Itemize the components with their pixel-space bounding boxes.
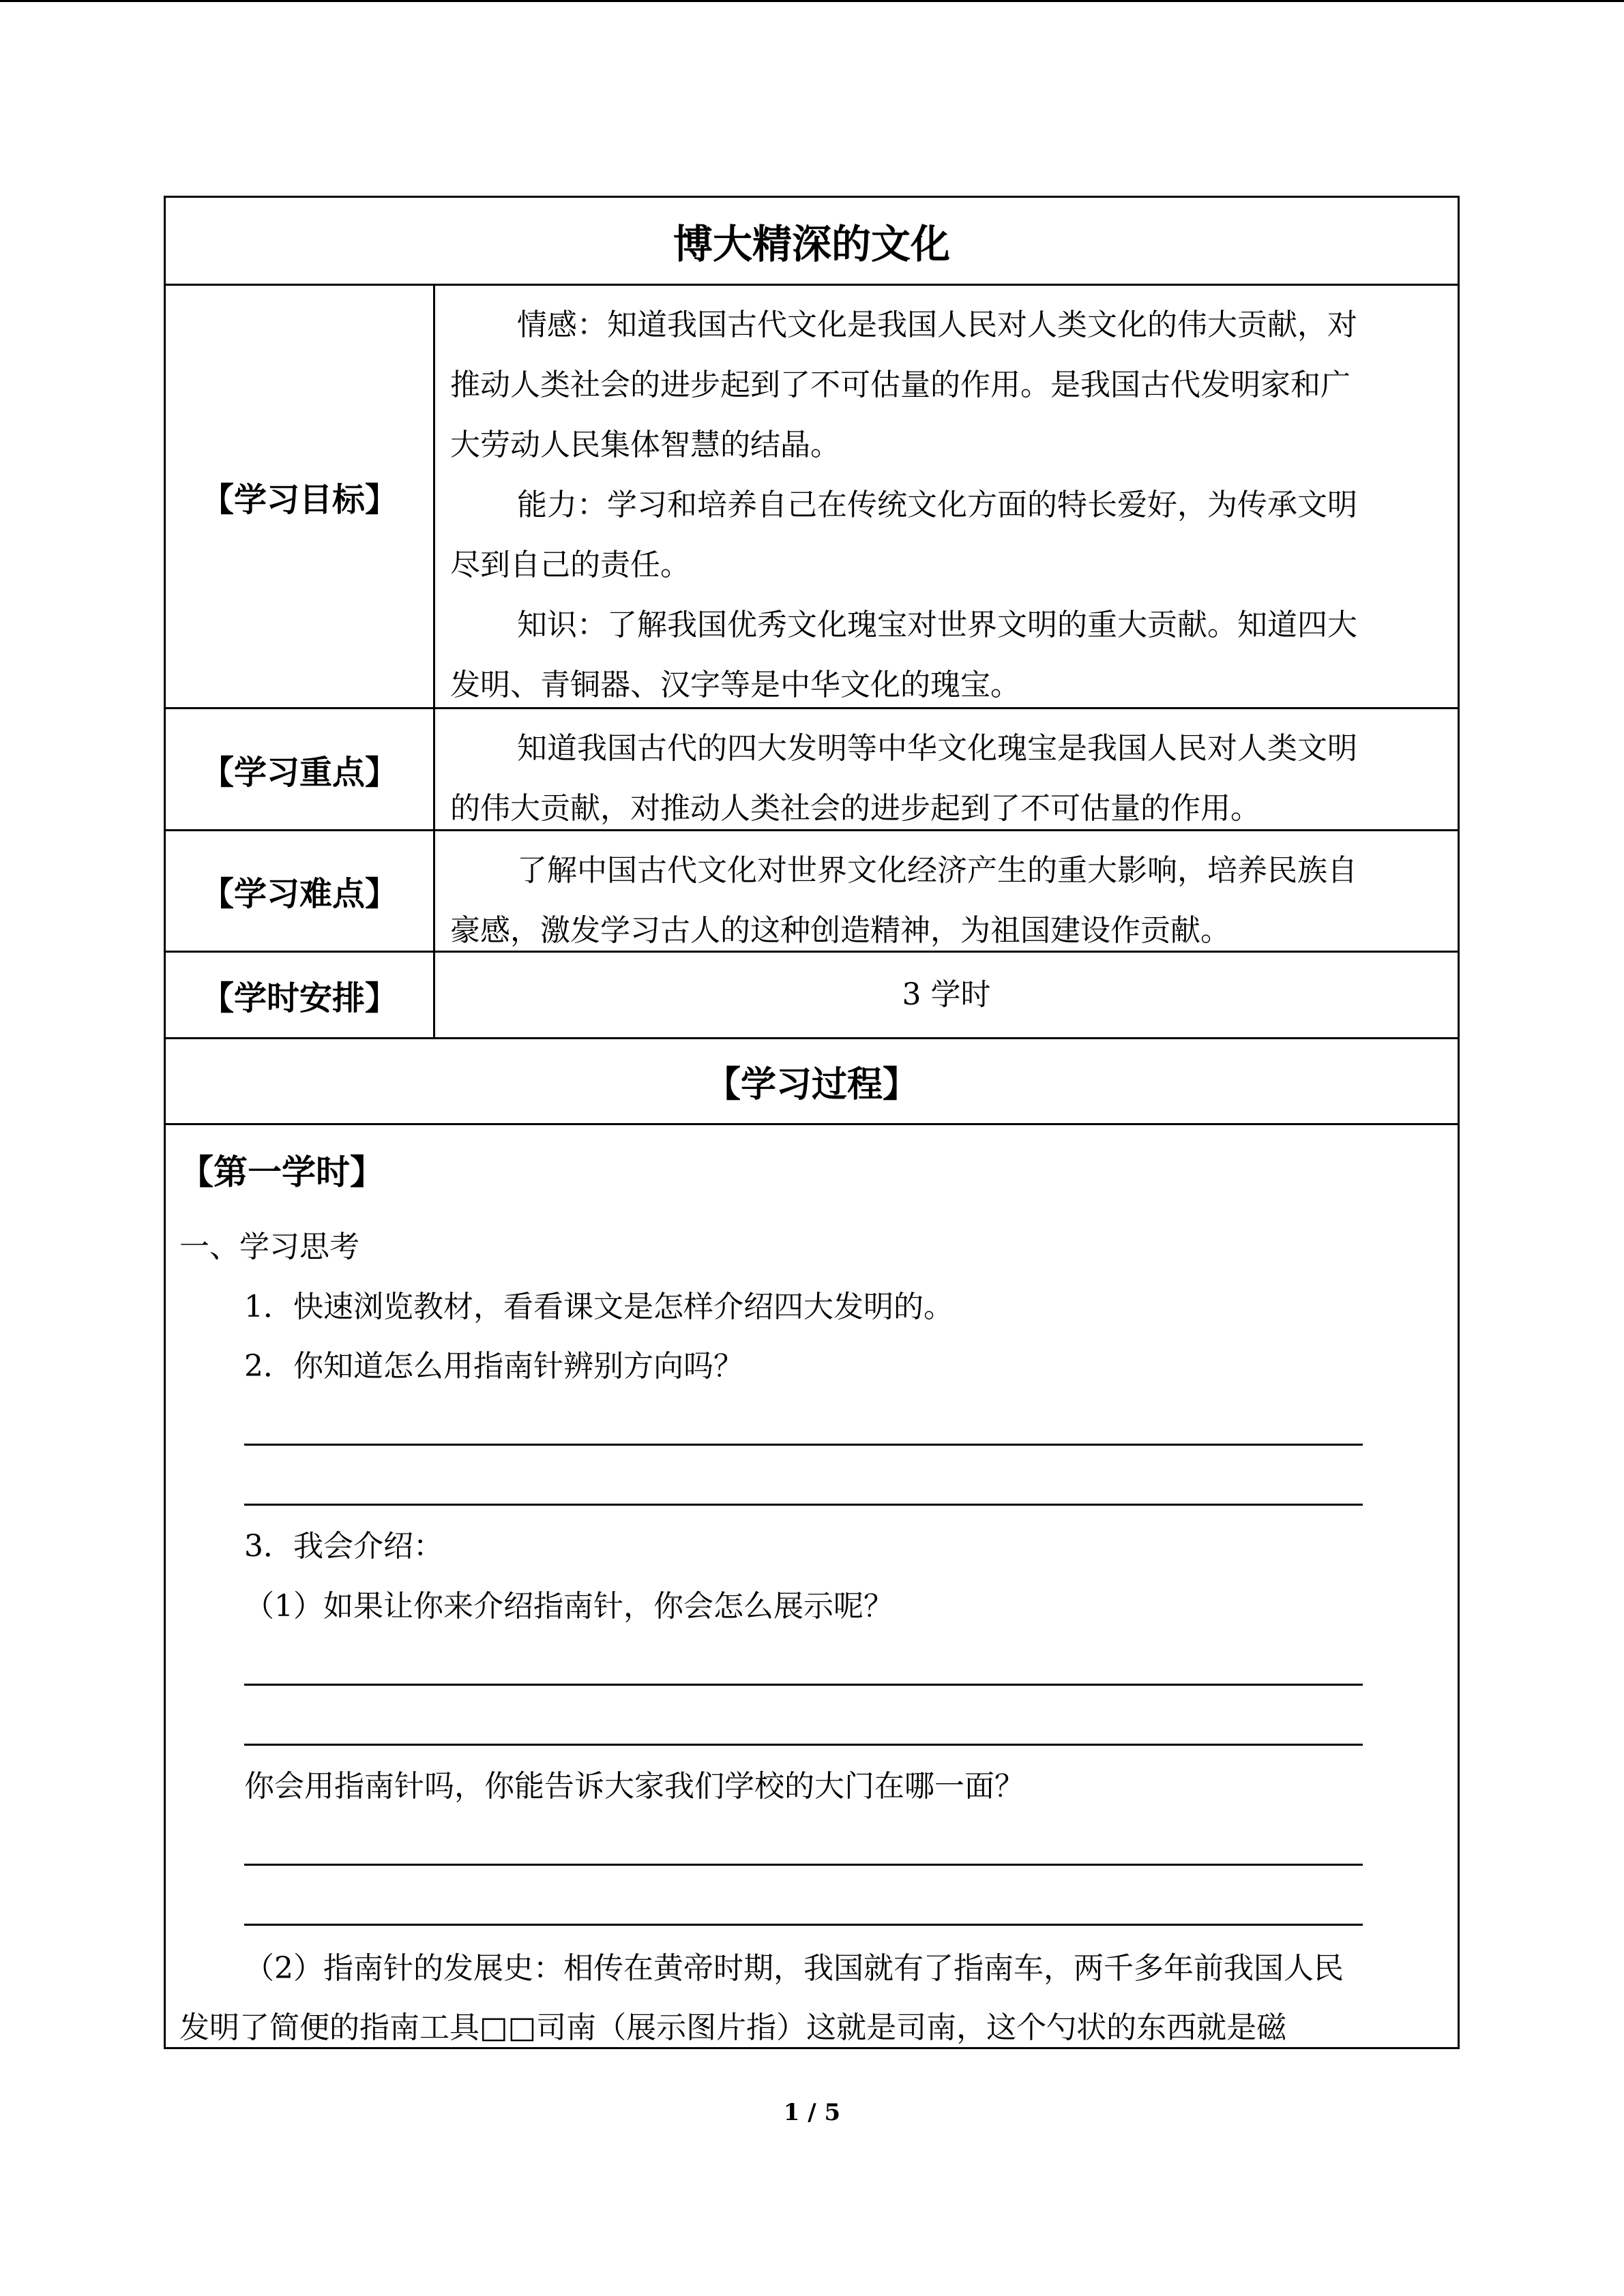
question-subitem: （1）如果让你来介绍指南针，你会怎么展示呢？ (244, 1589, 894, 1624)
objectives-line: 知识：了解我国优秀文化瑰宝对世界文明的重大贡献。知道四大 (517, 608, 1357, 642)
difficulties-label: 【学习难点】 (166, 831, 435, 951)
objectives-line: 大劳动人民集体智慧的结晶。 (450, 428, 840, 462)
answer-line[interactable] (244, 1924, 1363, 1926)
question-subitem: 你会用指南针吗，你能告诉大家我们学校的大门在哪一面？ (244, 1769, 1024, 1804)
key-points-content (435, 709, 1458, 829)
key-points-line: 的伟大贡献，对推动人类社会的进步起到了不可估量的作用。 (450, 791, 1260, 826)
paragraph-line: 发明了简便的指南工具□□司南（展示图片指）这就是司南，这个勺状的东西就是磁 (179, 2010, 1287, 2045)
key-points-label: 【学习重点】 (166, 709, 435, 829)
difficulties-line: 了解中国古代文化对世界文化经济产生的重大影响，培养民族自 (517, 853, 1357, 888)
schedule-label: 【学时安排】 (166, 953, 435, 1037)
difficulties-row (166, 831, 1458, 953)
objectives-label: 【学习目标】 (166, 286, 435, 707)
first-period-heading: 【第一学时】 (179, 1152, 384, 1192)
question-item: 2．你知道怎么用指南针辨别方向吗？ (244, 1349, 743, 1384)
paragraph-line: （2）指南针的发展史：相传在黄帝时期，我国就有了指南车，两千多年前我国人民 (244, 1951, 1344, 1986)
lesson-plan-table (164, 196, 1460, 2049)
first-period-section (166, 1123, 1458, 2047)
difficulties-content (435, 831, 1458, 951)
question-item: 1．快速浏览教材，看看课文是怎样介绍四大发明的。 (244, 1289, 954, 1324)
answer-line[interactable] (244, 1444, 1363, 1446)
key-points-row (166, 709, 1458, 831)
objectives-row (166, 286, 1458, 709)
schedule-row (166, 953, 1458, 1039)
question-item: 3．我会介绍： (244, 1529, 443, 1564)
difficulties-line: 豪感，激发学习古人的这种创造精神，为祖国建设作贡献。 (450, 913, 1230, 948)
objectives-line: 尽到自己的责任。 (450, 548, 690, 582)
objectives-line: 情感：知道我国古代文化是我国人民对人类文化的伟大贡献，对 (517, 308, 1357, 342)
document-title: 博大精深的文化 (166, 198, 1458, 286)
answer-line[interactable] (244, 1684, 1363, 1686)
schedule-value: 3 学时 (902, 977, 991, 1012)
objectives-line: 推动人类社会的进步起到了不可估量的作用。是我国古代发明家和广 (450, 368, 1350, 402)
objectives-line: 能力：学习和培养自己在传统文化方面的特长爱好，为传承文明 (517, 488, 1357, 522)
top-border-rule (0, 0, 1624, 2)
objectives-content (435, 286, 1458, 707)
answer-line[interactable] (244, 1864, 1363, 1866)
objectives-line: 发明、青铜器、汉字等是中华文化的瑰宝。 (450, 668, 1020, 702)
section-one-heading: 一、学习思考 (179, 1229, 359, 1264)
answer-line[interactable] (244, 1504, 1363, 1506)
key-points-line: 知道我国古代的四大发明等中华文化瑰宝是我国人民对人类文明 (517, 731, 1357, 766)
answer-line[interactable] (244, 1744, 1363, 1746)
page-number: 1 / 5 (783, 2099, 841, 2126)
process-heading: 【学习过程】 (166, 1039, 1458, 1125)
